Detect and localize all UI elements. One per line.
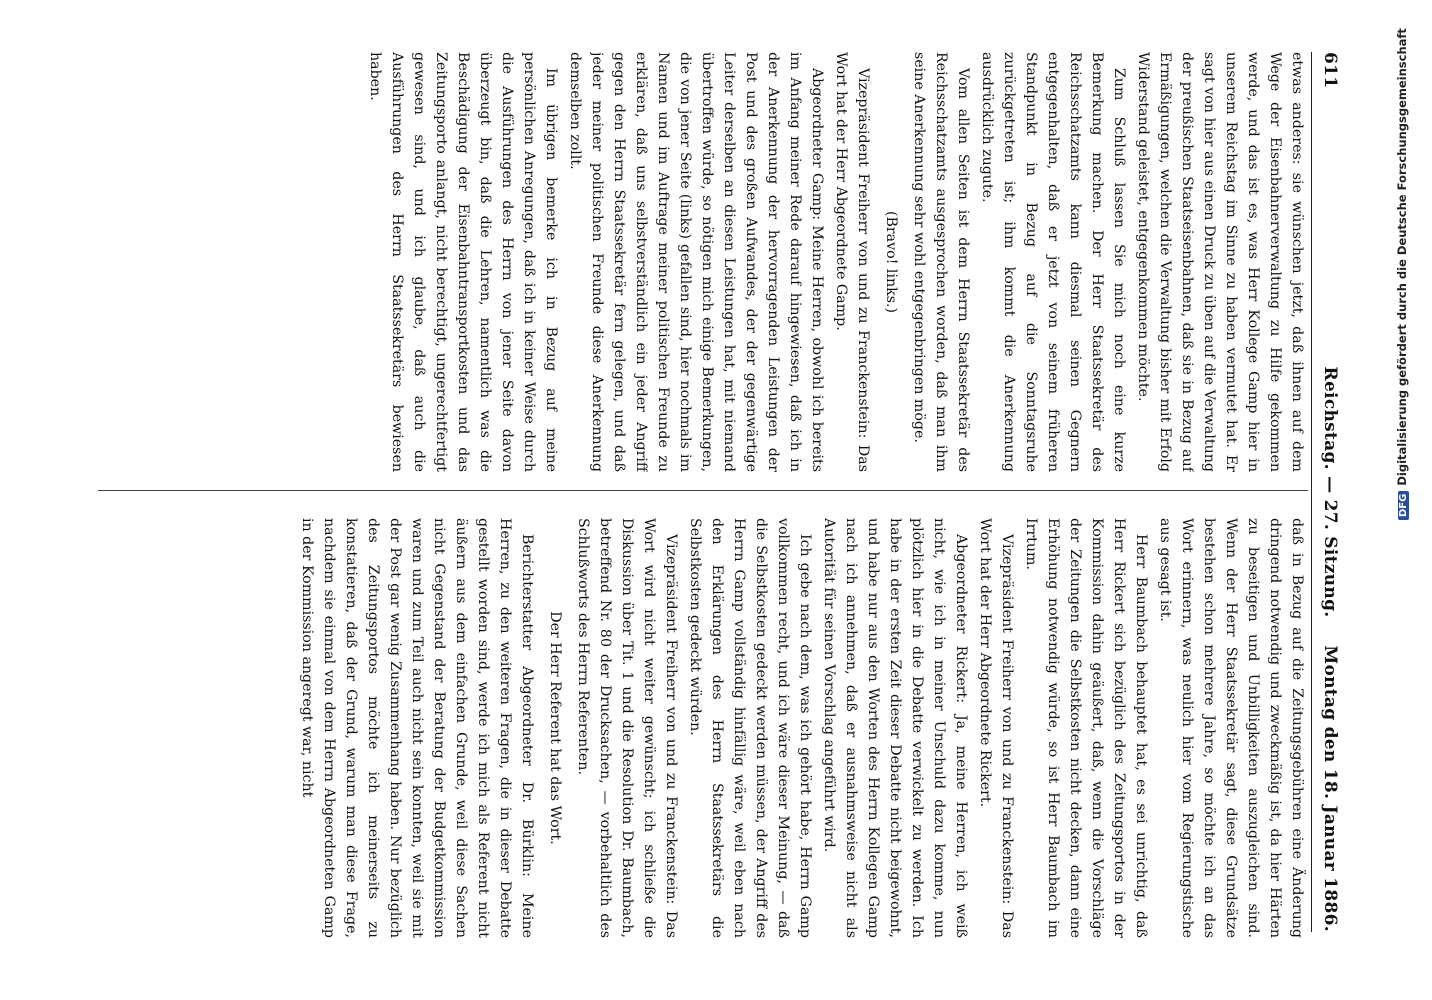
speech-paragraph: Abgeordneter Rickert: Ja, meine Herren, ich weiß nicht, wie ich in meiner Unschuld dazu komme, nun plötzlich hier in die Debatte verwickelt zu werden. Ich habe in der ersten Zeit dieser Debatte nicht beigewohnt, und habe nur aus den Worten des Herrn Kollegen Gamp nach ich annehmen, daß er ausnahmsweise nicht als Autorität für seinen Vorschlag angeführt wird.	[821, 518, 969, 938]
applause-note: (Bravo! links.)	[883, 210, 899, 314]
column-divider	[98, 490, 1308, 491]
right-column	[98, 518, 1308, 938]
paragraph: Herr Baumbach behauptet hat, es sei unrichtig, daß Herr Rickert sich bezüglich des Zeitungsportos in der Kommission dahin geäußert, daß, wenn die Vorschläge der Zeitungen die Selbstkosten nicht decken, dann eine Erhöhung notwendig würde, so ist Herr Baumbach im Irrtum.	[1023, 518, 1149, 938]
page-header	[1314, 52, 1340, 932]
page-number: 611	[1320, 52, 1340, 89]
referent-speech: Berichterstatter Abgeordneter Dr. Bürklin: Meine Herren, zu den weiteren Fragen, die in dieser Debatte gestellt worden sind, werde ich mich als Referent nicht äußern aus dem einfachen Grunde, weil diese Sachen nicht Gegenstand der Beratung der Budgetkommission waren und zum Teil auch nicht sein konnten, weil sie mit der Post gar wenig Zusammenhang haben. Nur bezüglich des Zeitungsportos möchte ich meinerseits zu konstatieren, daß der Grund, warum man diese Frage, nachdem sie einmal von dem Herrn Abgeordneten Gamp in der Kommission angeregt war, nicht	[299, 518, 535, 938]
referent-line: Der Herr Referent hat das Wort.	[547, 611, 563, 845]
dfg-logo-icon: DFG	[1398, 491, 1409, 520]
paragraph: Vom allen Seiten ist dem Herrn Staatssekretär des Reichsschatzamts ausgesprochen worden, daß man ihm seine Anerkennung sehr wohl entgegenbringen möge.	[911, 52, 971, 472]
president-remark: Vizepräsident Freiherr von und zu Franckenstein: Das Wort hat der Herr Abgeordnete Rickert.	[977, 518, 1015, 938]
paragraph: Zum Schluß lassen Sie mich noch eine kurze Bemerkung machen. Der Herr Staatssekretär des Reichsschatzamts kann diesmal seinen Gegnern entgegenhalten, daß er jetzt von seinem früheren Standpunkt in Bezug auf die Sonntagsruhe zurückgetreten ist; ihm kommt die Anerkennung ausdrücklich zugute.	[979, 52, 1127, 472]
president-remark: Vizepräsident Freiherr von und zu Franckenstein: Das Wort wird nicht weiter gewünscht; ich schließe die Diskussion über Tit. 1 und die Resolution Dr. Baumbach, betreffend Nr. 80 der Drucksachen, — vorbehaltlich des Schlußworts des Herrn Referenten.	[575, 518, 679, 938]
speech-paragraph: Im übrigen bemerke ich in Bezug auf meine persönlichen Anregungen, daß ich in keiner Weise durch die Ausführungen des Herrn von jener Seite davon überzeugt bin, daß die Lehren, namentlich was die Beschädigung der Eisenbahntransportkosten und das Zeitungsporto anlangt, nicht berechtigt, ungerechtfertigt gewesen sind, und ich glaube, daß auch die Ausführungen des Herrn Staatssekretärs bewiesen haben.	[367, 52, 559, 472]
session-date: Montag den 18. Januar 1886.	[1320, 645, 1340, 932]
footer-text: Digitalisierung gefördert durch die Deutsche Forschungsgemeinschaft	[1395, 28, 1409, 486]
president-remark: Vizepräsident Freiherr von und zu Franckenstein: Das Wort hat der Herr Abgeordnete Gamp.	[833, 52, 871, 472]
speech-paragraph: Ich gebe nach dem, was ich gehört habe, Herrn Gamp vollkommen recht, und ich wäre dieser Meinung, — daß die Selbstkosten gedeckt werden müssen, der Angriff des Herrn Gamp vollständig hinfällig wäre, weil eben nach den Erklärungen des Herrn Staatssekretärs die Selbstkosten gedeckt würden.	[687, 518, 813, 938]
header-rule	[1311, 52, 1312, 932]
paragraph: etwas anderes: sie wünschen jetzt, daß ihnen auf dem Wege der Eisenbahnerverwaltung zu Hilfe gekommen werde, und das ist es, was Herr Kollege Gamp hier in unserem Reichstag im Sinne zu haben vermutet hat. Er sagt von hier aus einen Druck zu üben auf die Verwaltung der preußischen Staatseisenbahnen, daß sie in Bezug auf Ermäßigungen, welchen die Verwaltung bisher mit Erfolg Widerstand geleistet, entgegenkommen möchte.	[1135, 52, 1305, 472]
digitization-footer	[1395, 28, 1409, 520]
paragraph: daß in Bezug auf die Zeitungsgebühren eine Änderung dringend notwendig und zweckmäßig ist, da hier Härten zu beseitigen und Unbilligkeiten auszugleichen sind. Wenn der Herr Staatssekretär sagt, diese Grundsätze bestehen schon mehrere Jahre, so möchte ich an das Wort erinnern, was neulich hier vom Regierungstische aus gesagt ist.	[1157, 518, 1305, 938]
left-column	[98, 52, 1308, 472]
speech-paragraph: Abgeordneter Gamp: Meine Herren, obwohl ich bereits im Anfang meiner Rede darauf hingewiesen, daß ich in der Anerkennung der hervorragenden Leistungen der Post und des großen Aufwandes, der der gegenwärtige Leiter derselben an diesen Leistungen hat, mit niemand übertroffen würde, so nötigen mich einige Bemerkungen, die von jener Seite (links) gefallen sind, hier nochmals im Namen und im Auftrage meiner politischen Freunde zu erklären, daß uns selbstverständlich ein jeder Angriff gegen den Herrn Staatssekretär fern gelegen, und daß jeder meiner politischen Freunde diese Anerkennung demselben zollt.	[567, 52, 825, 472]
page-title: Reichstag. — 27. Sitzung.	[1320, 366, 1340, 618]
